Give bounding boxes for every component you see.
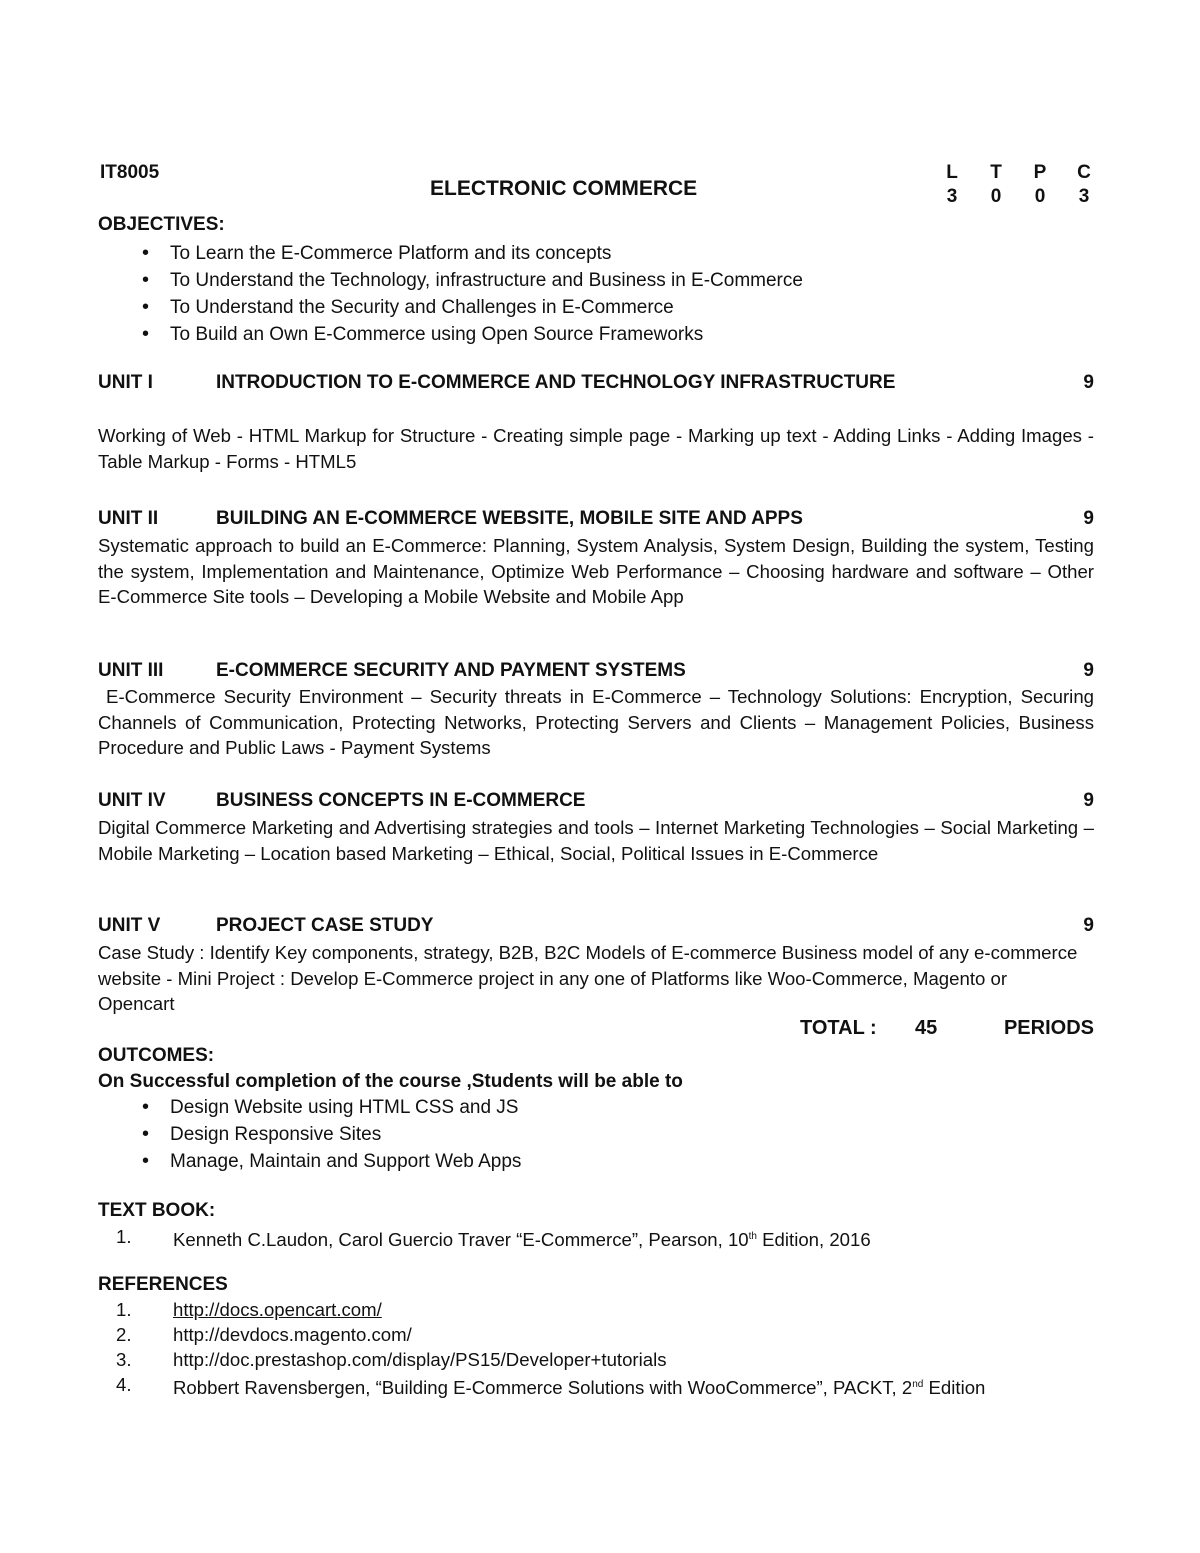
item-text: Robbert Ravensbergen, “Building E-Commerce Solutions with WooCommerce”, PACKT, 2nd Edition bbox=[173, 1377, 986, 1399]
unit-number: UNIT V bbox=[98, 915, 161, 936]
references-heading: REFERENCES bbox=[98, 1274, 228, 1295]
objective-item: • To Understand the Technology, infrastructure and Business in E-Commerce bbox=[118, 267, 803, 294]
reference-item bbox=[98, 1372, 1094, 1400]
objectives-list bbox=[118, 240, 803, 348]
ltpc-value-c: 3 bbox=[1078, 186, 1090, 207]
references-list bbox=[98, 1297, 1094, 1400]
unit-4-header bbox=[98, 790, 1094, 812]
unit-hours: 9 bbox=[1083, 372, 1094, 393]
total-periods bbox=[800, 1017, 1094, 1040]
unit-number: UNIT II bbox=[98, 508, 159, 529]
item-number: 4. bbox=[116, 1374, 132, 1395]
unit-title: PROJECT CASE STUDY bbox=[216, 915, 434, 936]
course-title: ELECTRONIC COMMERCE bbox=[430, 177, 698, 200]
unit-5-content: Case Study : Identify Key components, strategy, B2B, B2C Models of E-commerce Business model of any e-commerce website - Mini Project : Develop E-Commerce project in any one of Platforms like Woo-Commerce, Magento or Opencart bbox=[98, 942, 1078, 1015]
opencart-docs-link[interactable]: http://docs.opencart.com/ bbox=[173, 1299, 382, 1320]
ltpc-table bbox=[930, 162, 1106, 208]
outcomes-heading: OUTCOMES: bbox=[98, 1045, 215, 1066]
item-text: http://devdocs.magento.com/ bbox=[173, 1324, 412, 1345]
objectives-heading: OBJECTIVES: bbox=[98, 214, 225, 235]
ltpc-value-t: 0 bbox=[990, 186, 1002, 207]
item-text: Kenneth C.Laudon, Carol Guercio Traver “E-Commerce”, Pearson, 10th Edition, 2016 bbox=[173, 1229, 871, 1251]
total-label: TOTAL : bbox=[800, 1017, 877, 1039]
outcomes-list bbox=[118, 1094, 521, 1175]
item-text: http://doc.prestashop.com/display/PS15/Developer+tutorials bbox=[173, 1349, 667, 1370]
item-number: 1. bbox=[116, 1226, 132, 1247]
reference-item bbox=[98, 1347, 1094, 1372]
unit-5-header bbox=[98, 915, 1094, 937]
unit-hours: 9 bbox=[1083, 790, 1094, 811]
unit-number: UNIT IV bbox=[98, 790, 166, 811]
unit-hours: 9 bbox=[1083, 660, 1094, 681]
unit-2-content: Systematic approach to build an E-Commerce: Planning, System Analysis, System Design, Building the system, Testing the system, Implementation and Maintenance, Optimize Web Performance – Choosing hardware and software – Other E-Commerce Site tools – Developing a Mobile Website and Mobile App bbox=[98, 535, 1094, 608]
item-number: 1. bbox=[116, 1299, 132, 1320]
ltpc-label-p: P bbox=[1033, 162, 1047, 183]
unit-hours: 9 bbox=[1083, 508, 1094, 529]
unit-title: E-COMMERCE SECURITY AND PAYMENT SYSTEMS bbox=[216, 660, 686, 681]
reference-item bbox=[98, 1297, 1094, 1322]
unit-title: INTRODUCTION TO E-COMMERCE AND TECHNOLOGY INFRASTRUCTURE bbox=[216, 372, 896, 393]
unit-2-header bbox=[98, 508, 1094, 530]
ltpc-label-c: C bbox=[1077, 162, 1091, 183]
ltpc-label-l: L bbox=[946, 162, 958, 183]
outcomes-intro: On Successful completion of the course ,Students will be able to bbox=[98, 1071, 683, 1092]
unit-3-content: E-Commerce Security Environment – Security threats in E-Commerce – Technology Solutions: Encryption, Securing Channels of Communication, Protecting Networks, Protecting Servers and Clients – Management Policies, Business Procedure and Public Laws - Payment Systems bbox=[98, 686, 1100, 759]
textbook-heading: TEXT BOOK: bbox=[98, 1200, 216, 1221]
unit-title: BUSINESS CONCEPTS IN E-COMMERCE bbox=[216, 790, 586, 811]
outcome-item: • Design Responsive Sites bbox=[118, 1121, 521, 1148]
unit-1-header bbox=[98, 372, 1094, 394]
unit-4-content: Digital Commerce Marketing and Advertising strategies and tools – Internet Marketing Technologies – Social Marketing – Mobile Marketing – Location based Marketing – Ethical, Social, Political Issues in E-Commerce bbox=[98, 817, 1094, 864]
reference-item bbox=[98, 1322, 1094, 1347]
course-code: IT8005 bbox=[100, 162, 160, 183]
objective-item: • To Understand the Security and Challenges in E-Commerce bbox=[118, 294, 803, 321]
objective-item: • To Build an Own E-Commerce using Open Source Frameworks bbox=[118, 321, 803, 348]
ltpc-label-t: T bbox=[990, 162, 1002, 183]
unit-number: UNIT III bbox=[98, 660, 164, 681]
total-unit: PERIODS bbox=[1003, 1017, 1094, 1039]
ltpc-value-l: 3 bbox=[946, 186, 958, 207]
unit-hours: 9 bbox=[1083, 915, 1094, 936]
textbook-item bbox=[98, 1224, 1094, 1252]
outcome-item: • Manage, Maintain and Support Web Apps bbox=[118, 1148, 521, 1175]
ltpc-value-p: 0 bbox=[1034, 186, 1046, 207]
total-value: 45 bbox=[915, 1017, 938, 1039]
objective-item: • To Learn the E-Commerce Platform and its concepts bbox=[118, 240, 803, 267]
outcome-item: • Design Website using HTML CSS and JS bbox=[118, 1094, 521, 1121]
item-number: 3. bbox=[116, 1349, 132, 1370]
unit-1-content: Working of Web - HTML Markup for Structure - Creating simple page - Marking up text - Adding Links - Adding Images - Table Markup - Forms - HTML5 bbox=[98, 425, 1094, 472]
unit-number: UNIT I bbox=[98, 372, 153, 393]
unit-3-header bbox=[98, 660, 1094, 682]
unit-title: BUILDING AN E-COMMERCE WEBSITE, MOBILE SITE AND APPS bbox=[216, 508, 803, 529]
textbook-list bbox=[98, 1224, 1094, 1252]
item-number: 2. bbox=[116, 1324, 132, 1345]
